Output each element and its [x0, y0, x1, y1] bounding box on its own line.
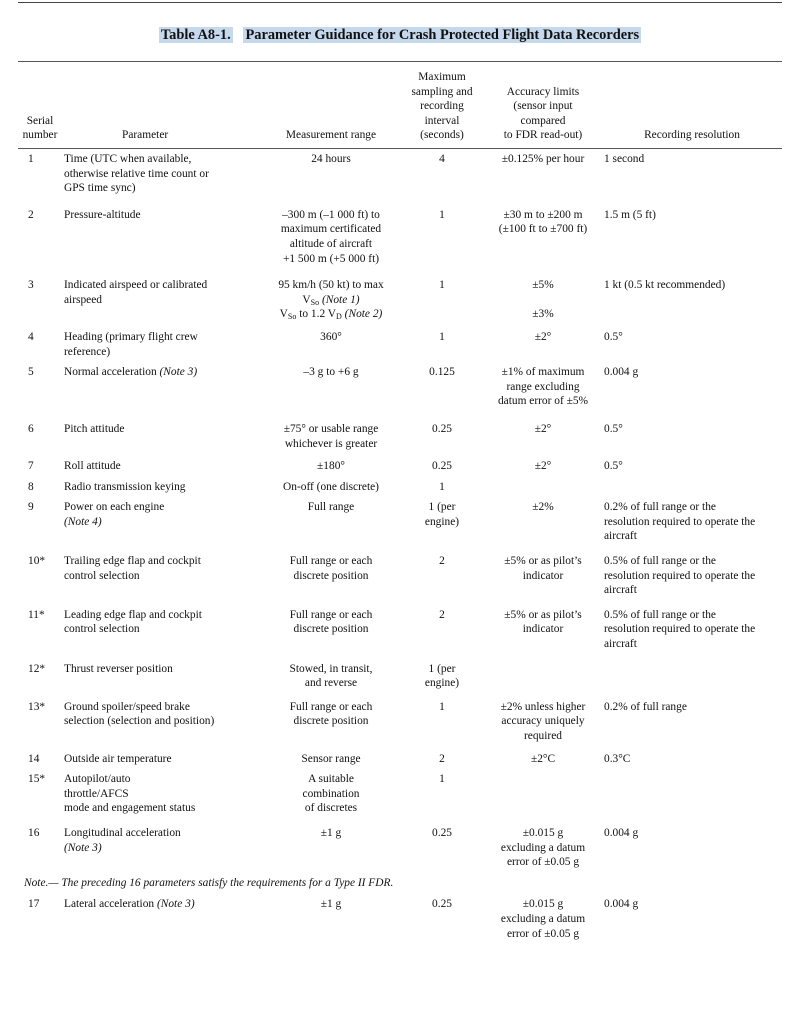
table-caption	[0, 26, 800, 44]
resolution-line: aircraft	[604, 584, 637, 597]
accuracy-line: required	[524, 730, 562, 742]
serial-number: 17	[28, 898, 40, 911]
parameter-line: Lateral acceleration (Note 3)	[64, 898, 195, 911]
resolution-cell	[602, 752, 782, 773]
range-line: Sensor range	[301, 752, 361, 765]
resolution-cell	[602, 459, 782, 480]
accuracy-cell	[484, 278, 602, 330]
accuracy-line: ±2% unless higher	[500, 700, 586, 713]
parameter-line: Leading edge flap and cockpit	[64, 608, 202, 621]
accuracy-line: ±0.015 g	[522, 826, 564, 839]
interval-cell	[400, 700, 484, 752]
range-line: Full range or each	[289, 700, 373, 713]
range-cell	[262, 459, 400, 480]
parameter-line: Normal acceleration (Note 3)	[64, 366, 198, 379]
serial-number: 4	[28, 330, 34, 343]
accuracy-line	[486, 293, 600, 308]
parameter-cell	[62, 500, 262, 554]
parameter-line: GPS time sync)	[64, 182, 136, 195]
resolution-cell	[602, 422, 782, 459]
range-cell	[262, 146, 400, 208]
resolution-line: 1.5 m (5 ft)	[604, 208, 656, 221]
serial-number: 13*	[28, 700, 46, 713]
range-line: Full range or each	[289, 608, 373, 621]
parameter-cell	[62, 752, 262, 773]
resolution-cell	[602, 826, 782, 870]
accuracy-line: error of ±0.05 g	[506, 856, 580, 869]
resolution-line: aircraft	[604, 530, 637, 543]
interval-line: 2	[439, 752, 445, 765]
resolution-cell	[602, 500, 782, 554]
interval-line: 0.25	[432, 460, 452, 473]
table-row	[18, 459, 782, 480]
accuracy-cell	[484, 772, 602, 826]
accuracy-line: ±2°	[534, 422, 552, 435]
table-row	[18, 772, 782, 826]
serial-number: 2	[28, 208, 34, 221]
table-row	[18, 500, 782, 554]
serial-number: 14	[28, 752, 40, 765]
accuracy-cell	[484, 330, 602, 365]
interval-line: 1	[439, 700, 445, 713]
accuracy-line: ±1% of maximum	[501, 366, 585, 379]
table-number: Table A8-1.	[160, 27, 231, 43]
note-ref: (Note 3)	[64, 841, 102, 854]
note-ref: (Note 1)	[321, 293, 360, 306]
parameter-cell	[62, 608, 262, 662]
parameter-line: Indicated airspeed or calibrated	[64, 279, 208, 292]
parameter-cell	[62, 700, 262, 752]
resolution-cell	[602, 662, 782, 700]
parameter-line: Time (UTC when available,	[64, 153, 192, 165]
resolution-line: 0.5% of full range or the	[604, 555, 716, 568]
table-row	[18, 278, 782, 330]
resolution-line: resolution required to operate the	[604, 623, 756, 636]
interval-cell	[400, 608, 484, 662]
header-measurement-range: Measurement range	[285, 129, 377, 142]
interval-cell	[400, 278, 484, 330]
header-serial-number: Serial number	[22, 114, 58, 142]
resolution-cell	[602, 608, 782, 662]
range-cell	[262, 422, 400, 459]
resolution-cell	[602, 278, 782, 330]
range-cell	[262, 480, 400, 501]
interval-cell	[400, 752, 484, 773]
range-cell	[262, 365, 400, 422]
type-ii-note: Note.— The preceding 16 parameters satisfy the requirements for a Type II FDR.	[24, 876, 394, 889]
range-line: Stowed, in transit,	[289, 662, 373, 675]
range-line: discrete position	[293, 715, 369, 728]
range-line: $V_{So}$ to 1.2 $V_D$ (Note 2)	[279, 308, 383, 322]
accuracy-cell	[484, 208, 602, 278]
interval-cell	[400, 208, 484, 278]
parameter-line: reference)	[64, 345, 111, 358]
accuracy-line: ±2°C	[530, 752, 556, 765]
resolution-cell	[602, 208, 782, 278]
table-row	[18, 700, 782, 752]
resolution-line: aircraft	[604, 638, 637, 651]
serial-number: 11*	[28, 608, 45, 621]
resolution-cell	[602, 146, 782, 208]
interval-cell	[400, 330, 484, 365]
table-row	[18, 826, 782, 870]
serial-number: 15*	[28, 773, 46, 786]
resolution-line: 0.5°	[604, 422, 623, 435]
parameter-line: Ground spoiler/speed brake	[64, 700, 190, 713]
range-line: $V_{So}$ (Note 1)	[302, 293, 360, 307]
table-row	[18, 208, 782, 278]
interval-line: 4	[439, 153, 445, 165]
accuracy-line: ±5% or as pilot’s	[504, 608, 582, 621]
resolution-cell	[602, 772, 782, 826]
interval-line: engine)	[424, 515, 460, 528]
range-line: altitude of aircraft	[289, 237, 373, 250]
range-line: and reverse	[304, 677, 358, 690]
top-rule	[18, 2, 782, 3]
parameter-line: Autopilot/auto	[64, 773, 131, 786]
range-line: Full range	[307, 501, 355, 514]
range-line: ±180°	[317, 460, 345, 473]
serial-number: 7	[28, 460, 34, 473]
resolution-line: 0.004 g	[604, 366, 639, 379]
parameter-line: control selection	[64, 623, 140, 636]
header-top-rule	[18, 61, 782, 62]
parameter-line: airspeed	[64, 293, 102, 306]
parameter-cell	[62, 208, 262, 278]
range-line: 24 hours	[311, 153, 351, 165]
accuracy-line: indicator	[522, 569, 564, 582]
parameter-line: Pressure-altitude	[64, 208, 141, 221]
interval-line: 1 (per	[428, 501, 456, 514]
parameter-line: Power on each engine	[64, 501, 165, 514]
range-cell	[262, 772, 400, 826]
parameter-cell	[62, 554, 262, 608]
range-cell	[262, 500, 400, 554]
parameter-cell	[62, 662, 262, 700]
interval-line: 1	[439, 773, 445, 786]
subscript: D	[336, 312, 342, 322]
accuracy-cell	[484, 608, 602, 662]
resolution-line: resolution required to operate the	[604, 515, 756, 528]
accuracy-line: range excluding	[506, 380, 580, 393]
serial-number: 16	[28, 826, 40, 839]
accuracy-cell	[484, 365, 602, 422]
range-line: combination	[302, 787, 360, 800]
resolution-cell	[602, 554, 782, 608]
resolution-line: resolution required to operate the	[604, 569, 756, 582]
table-row	[18, 608, 782, 662]
parameter-line: Trailing edge flap and cockpit	[64, 555, 201, 568]
interval-line: 2	[439, 608, 445, 621]
note-ref: (Note 2)	[344, 308, 383, 321]
range-line: of discretes	[304, 802, 358, 815]
accuracy-line: datum error of ±5%	[497, 395, 589, 408]
parameter-line: Heading (primary flight crew	[64, 330, 198, 343]
parameter-cell	[62, 480, 262, 501]
table-row	[18, 422, 782, 459]
serial-number: 12*	[28, 662, 46, 675]
accuracy-cell	[484, 500, 602, 554]
range-cell: ±1 g	[320, 898, 342, 911]
interval-line: 1	[439, 279, 445, 292]
interval-cell	[400, 422, 484, 459]
range-line: –300 m (–1 000 ft) to	[282, 208, 380, 221]
range-line: whichever is greater	[284, 437, 378, 450]
resolution-line: 0.5% of full range or the	[604, 608, 716, 621]
parameter-cell	[62, 826, 262, 870]
subscript: So	[310, 297, 320, 307]
interval-line: 1 (per	[428, 662, 456, 675]
accuracy-line: accuracy uniquely	[501, 715, 585, 728]
serial-number: 8	[28, 480, 34, 493]
accuracy-line: ±30 m to ±200 m	[503, 208, 583, 221]
accuracy-cell	[484, 897, 602, 941]
interval-line: 2	[439, 555, 445, 568]
interval-line: engine)	[424, 677, 460, 690]
range-line: Full range or each	[289, 555, 373, 568]
header-parameter: Parameter	[122, 129, 169, 142]
accuracy-line: ±2°	[534, 460, 552, 473]
table-row	[18, 897, 782, 941]
interval-line: 1	[439, 480, 445, 493]
header-sampling-interval: Maximum sampling and recording interval (seconds)	[411, 71, 473, 142]
table-row	[18, 554, 782, 608]
accuracy-line: ±0.125% per hour	[501, 153, 585, 165]
parameter-line: mode and engagement status	[64, 802, 196, 815]
range-line: discrete position	[293, 623, 369, 636]
accuracy-line: excluding a datum	[500, 841, 586, 854]
range-cell	[262, 826, 400, 870]
parameter-line: throttle/AFCS	[64, 787, 129, 800]
resolution-line: 0.5°	[604, 460, 623, 473]
accuracy-cell	[484, 459, 602, 480]
accuracy-cell	[484, 700, 602, 752]
range-cell	[262, 330, 400, 365]
subscript: So	[287, 312, 297, 322]
accuracy-line: (±100 ft to ±700 ft)	[498, 223, 588, 236]
table-row	[18, 662, 782, 700]
range-line: A suitable	[308, 773, 354, 786]
parameter-cell	[62, 278, 262, 330]
header-recording-resolution: Recording resolution	[644, 129, 740, 142]
accuracy-line: ±0.015 g	[522, 898, 564, 911]
note-ref: (Note 3)	[156, 898, 195, 911]
range-line: 95 km/h (50 kt) to max	[278, 279, 384, 292]
interval-cell	[400, 146, 484, 208]
interval-line: 1	[439, 208, 445, 221]
range-line: On-off (one discrete)	[283, 480, 379, 493]
range-line: maximum certificated	[280, 223, 382, 236]
table-row	[18, 480, 782, 501]
parameter-cell	[62, 897, 262, 941]
resolution-line: 0.2% of full range or the	[604, 501, 716, 514]
range-cell	[262, 700, 400, 752]
parameter-table	[18, 66, 782, 941]
parameter-line: Radio transmission keying	[64, 480, 186, 493]
interval-cell	[400, 772, 484, 826]
interval-line: 0.25	[432, 422, 452, 435]
range-line: 360°	[320, 330, 342, 343]
resolution-line: 1 kt (0.5 kt recommended)	[604, 279, 726, 292]
parameter-line: Pitch attitude	[64, 422, 125, 435]
parameter-cell	[62, 365, 262, 422]
resolution-cell	[602, 365, 782, 422]
accuracy-line: ±5% or as pilot’s	[504, 555, 582, 568]
table-row	[18, 330, 782, 365]
accuracy-line: error of ±0.05 g	[506, 927, 580, 940]
table-row	[18, 365, 782, 422]
interval-line: 1	[439, 330, 445, 343]
range-cell	[262, 554, 400, 608]
resolution-cell: 0.004 g	[604, 898, 639, 911]
parameter-cell	[62, 459, 262, 480]
resolution-line: 0.004 g	[604, 826, 639, 839]
resolution-cell	[602, 700, 782, 752]
accuracy-line: excluding a datum	[500, 912, 586, 925]
interval-cell	[400, 826, 484, 870]
range-line: –3 g to +6 g	[303, 366, 359, 379]
serial-number: 3	[28, 279, 34, 292]
interval-cell	[400, 554, 484, 608]
accuracy-line: ±2%	[532, 501, 554, 514]
serial-number: 6	[28, 422, 34, 435]
resolution-cell	[602, 330, 782, 365]
accuracy-line: indicator	[522, 623, 564, 636]
accuracy-cell	[484, 480, 602, 501]
parameter-cell	[62, 146, 262, 208]
range-line: discrete position	[293, 569, 369, 582]
serial-number: 1	[28, 153, 34, 165]
parameter-line: otherwise relative time count or	[64, 167, 209, 180]
accuracy-cell	[484, 554, 602, 608]
parameter-line: selection (selection and position)	[64, 715, 215, 728]
resolution-line: 1 second	[604, 153, 645, 165]
range-cell	[262, 208, 400, 278]
note-ref: (Note 4)	[64, 515, 102, 528]
interval-cell	[400, 480, 484, 501]
parameter-cell	[62, 772, 262, 826]
parameter-line: Thrust reverser position	[64, 662, 173, 675]
range-cell	[262, 278, 400, 330]
interval-line: 0.25	[432, 826, 452, 839]
resolution-line: 0.5°	[604, 330, 623, 343]
accuracy-line: ±2°	[534, 330, 552, 343]
parameter-line: Outside air temperature	[64, 752, 172, 765]
accuracy-cell	[484, 422, 602, 459]
interval-cell	[400, 365, 484, 422]
parameter-cell	[62, 330, 262, 365]
resolution-cell	[602, 480, 782, 501]
serial-number: 10*	[28, 555, 46, 568]
parameter-line: Longitudinal acceleration	[64, 826, 181, 839]
header-accuracy-limits: Accuracy limits (sensor input compared to FDR read-out)	[503, 85, 583, 142]
range-line: ±1 g	[320, 826, 342, 839]
interval-cell: 0.25	[432, 898, 452, 911]
accuracy-cell	[484, 752, 602, 773]
interval-cell	[400, 500, 484, 554]
serial-number: 9	[28, 501, 34, 514]
interval-cell	[400, 459, 484, 480]
range-cell	[262, 662, 400, 700]
accuracy-cell	[484, 662, 602, 700]
range-cell	[262, 752, 400, 773]
note-ref: (Note 3)	[159, 366, 198, 379]
serial-number: 5	[28, 366, 34, 379]
parameter-line: control selection	[64, 569, 140, 582]
table-row	[18, 752, 782, 773]
interval-cell	[400, 662, 484, 700]
parameter-cell	[62, 422, 262, 459]
table-title: Parameter Guidance for Crash Protected Flight Data Recorders	[245, 27, 640, 43]
range-line: ±75° or usable range	[283, 422, 379, 435]
accuracy-cell	[484, 826, 602, 870]
range-line: +1 500 m (+5 000 ft)	[282, 252, 380, 265]
parameter-line: Roll attitude	[64, 460, 121, 473]
table-row	[18, 146, 782, 208]
resolution-line: 0.3°C	[604, 752, 631, 765]
accuracy-line: ±5%	[532, 279, 554, 292]
accuracy-line: ±3%	[532, 308, 554, 321]
note-row	[18, 870, 782, 898]
interval-line: 0.125	[429, 366, 455, 379]
range-cell	[262, 608, 400, 662]
accuracy-cell	[484, 146, 602, 208]
resolution-line: 0.2% of full range	[604, 700, 687, 713]
